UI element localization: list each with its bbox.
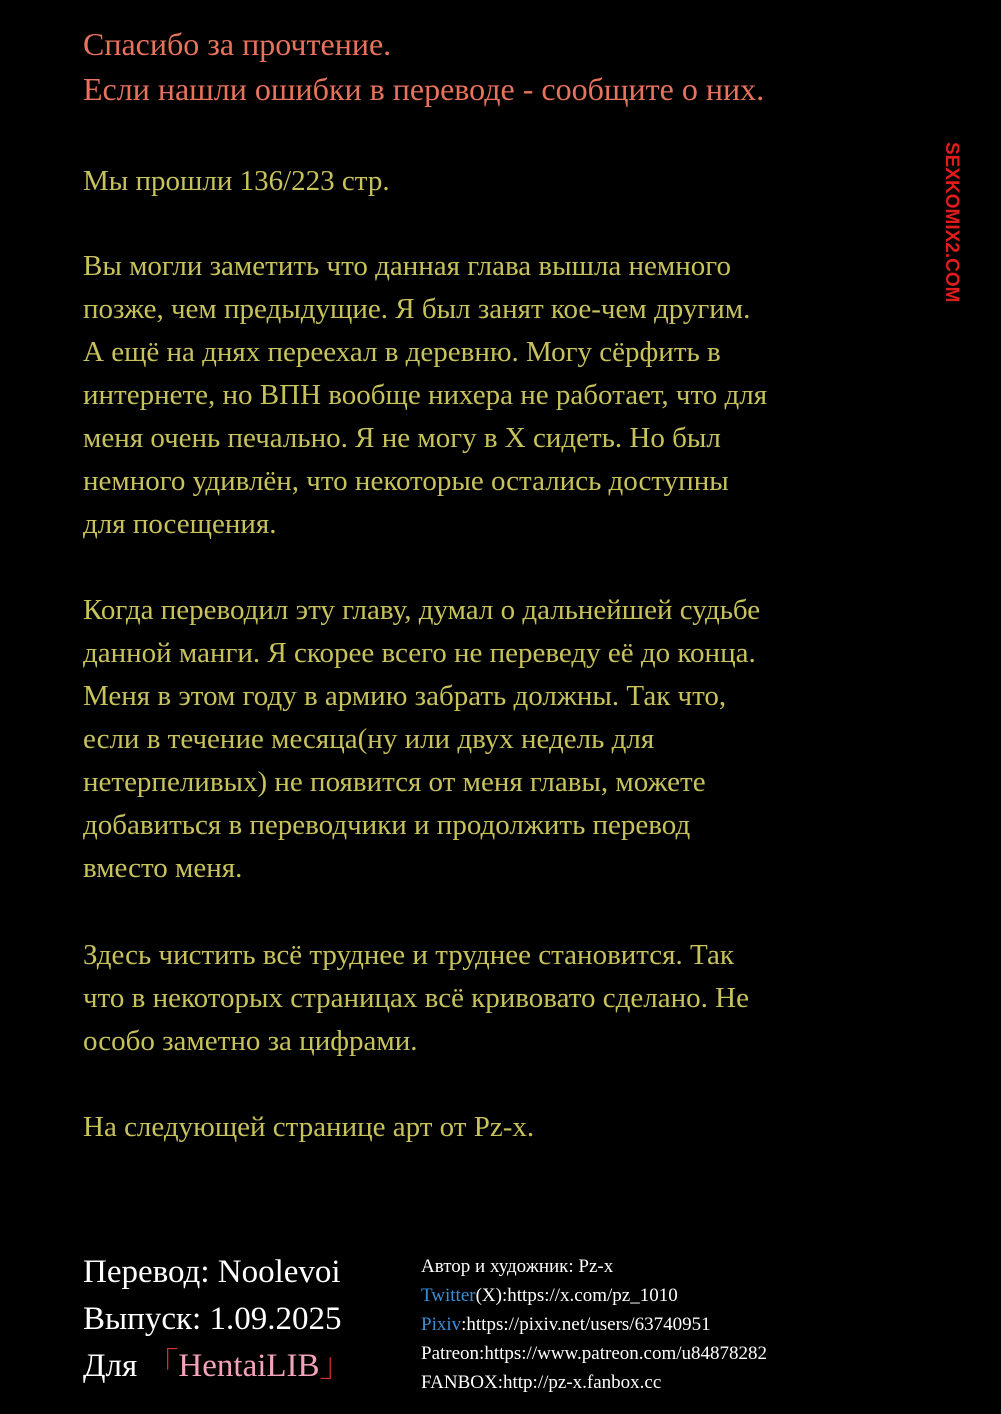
for-site-line <box>83 1343 353 1390</box>
author-line: Автор и художник: Pz-x <box>421 1256 614 1277</box>
pixiv-label: Pixiv <box>421 1314 462 1335</box>
errors-report-line: Если нашли ошибки в переводе - сообщите о них. <box>83 71 765 107</box>
paragraph-line: нетерпеливых) не появится от меня главы, можете <box>83 766 706 798</box>
paragraph-line: Здесь чистить всё труднее и труднее становится. Так <box>83 939 734 971</box>
paragraph-line: А ещё на днях переехал в деревню. Могу сёрфить в <box>83 336 721 368</box>
author-credits <box>421 1252 767 1397</box>
thanks-heading <box>83 22 943 112</box>
twitter-url: (X):https://x.com/pz_1010 <box>475 1285 678 1306</box>
paragraph-line: для посещения. <box>83 508 277 540</box>
paragraph-line: интернете, но ВПН вообще нихера не работает, что для <box>83 379 768 411</box>
release-date-line: Выпуск: 1.09.2025 <box>83 1301 342 1337</box>
pixiv-url: :https://pixiv.net/users/63740951 <box>461 1314 711 1335</box>
bracket-open: 「 <box>145 1348 179 1384</box>
twitter-label: Twitter <box>421 1285 476 1306</box>
pixiv-line <box>421 1310 767 1339</box>
paragraph-cleaning <box>83 934 923 1063</box>
fanbox-line: FANBOX:http://pz-x.fanbox.cc <box>421 1372 662 1393</box>
paragraph-line: если в течение месяца(ну или двух недель для <box>83 723 655 755</box>
site-brand: HentaiLIB <box>178 1348 320 1384</box>
paragraph-line: немного удивлён, что некоторые остались доступны <box>83 465 729 497</box>
progress-line: Мы прошли 136/223 стр. <box>83 165 390 197</box>
paragraph-delay <box>83 245 923 546</box>
translator-line: Перевод: Noolevoi <box>83 1254 341 1290</box>
for-prefix: Для <box>83 1348 146 1384</box>
progress-paragraph <box>83 160 923 203</box>
paragraph-line: Вы могли заметить что данная глава вышла немного <box>83 250 731 282</box>
paragraph-line: данной манги. Я скорее всего не переведу её до конца. <box>83 637 756 669</box>
paragraph-line: вместо меня. <box>83 852 243 884</box>
paragraph-line: Когда переводил эту главу, думал о дальнейшей судьбе <box>83 594 761 626</box>
paragraph-line: добавиться в переводчики и продолжить перевод <box>83 809 691 841</box>
paragraph-line: особо заметно за цифрами. <box>83 1025 418 1057</box>
watermark-text: SEXKOMIX2.COM <box>941 142 962 303</box>
translation-credits <box>83 1249 353 1390</box>
twitter-line <box>421 1281 767 1310</box>
bracket-close: 」 <box>319 1348 353 1384</box>
paragraph-line: На следующей странице арт от Pz-x. <box>83 1111 535 1143</box>
paragraph-future <box>83 589 923 890</box>
patreon-line: Patreon:https://www.patreon.com/u84878282 <box>421 1343 767 1364</box>
paragraph-line: что в некоторых страницах всё кривовато сделано. Не <box>83 982 749 1014</box>
thanks-line: Спасибо за прочтение. <box>83 26 392 62</box>
paragraph-line: меня очень печально. Я не могу в X сидеть. Но был <box>83 422 721 454</box>
site-watermark <box>938 142 964 322</box>
paragraph-line: позже, чем предыдущие. Я был занят кое-чем другим. <box>83 293 751 325</box>
paragraph-next-page <box>83 1106 923 1149</box>
paragraph-line: Меня в этом году в армию забрать должны. Так что, <box>83 680 727 712</box>
